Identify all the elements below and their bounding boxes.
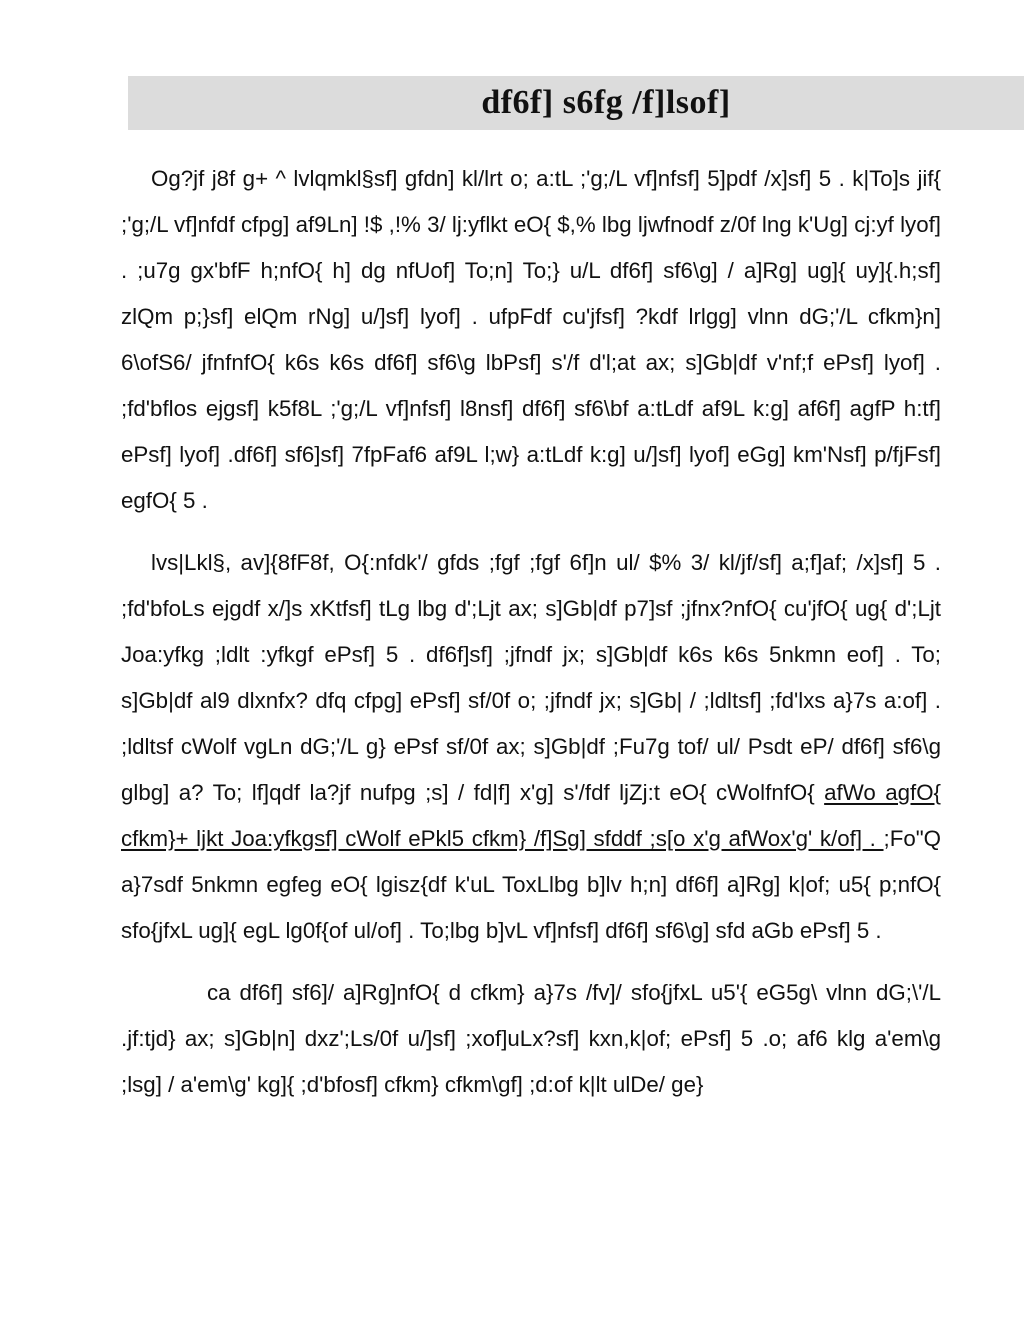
paragraph-2-continuation: ;Fo"Q a}7sdf 5nkmn egfeg eO{ lgisz{df k'uL ToxLlbg b]lv h;n] df6f] a]Rg] k|of; u5{ p;nfO{ sfo{jfxL ug]{ egL lg0f{of ul/of] . To;lbg b]vL vf]nfsf] df6f] sf6\g] sfd aGb ePsf] 5 . xyxy=(121,826,941,943)
underlined-passage: afWo agfO{ cfkm}+ ljkt Joa:yfkgsf] cWolf ePkl5 cfkm} /f]Sg] sfddf ;s[o x'g afWox'g' k/of] . xyxy=(121,780,941,851)
paragraph-1: Og?jf j8f g+ ^ lvlqmkl§sf] gfdn] kl/lrt o; a:tL ;'g;/L vf]nfsf] 5]pdf /x]sf] 5 . k|To]s jif{ ;'g;/L vf]nfdf cfpg] af9Ln] !$ ,!% 3/ lj:yflkt eO{ $,% lbg ljwfnodf z/0f lng k'Ug] cj:yf lyof] . ;u7g gx'bfF h;nfO{ h] dg nfUof] To;n] To;} u/L df6f] sf6\g] / a]Rg] ug]{ uy]{.h;sf] zlQm p;}sf] elQm rNg] u/]sf] lyof] . ufpFdf cu'jfsf] ?kdf lrlgg] vlnn dG;'/L cfkm}n] 6\ofS6/ jfnfnfO{ k6s k6s df6f] sf6\g lbPsf] s'/f d'l;at ax; s]Gb|df v'nf;f ePsf] lyof] . ;fd'bflos ejgsf] k5f8L ;'g;/L vf]nfsf] l8nsf] df6f] sf6\bf a:tLdf af9L k:g] af6f] agfP h:tf] ePsf] lyof] .df6f] sf6]sf] 7fpFaf6 af9L l;w} a:tLdf k:g] u/]sf] lyof] eGg] km'Nsf] p/fjFsf] egfO{ 5 . xyxy=(121,166,941,513)
title-banner xyxy=(128,76,1024,130)
paragraph-2 xyxy=(121,540,941,954)
paragraph-3: ca df6f] sf6]/ a]Rg]nfO{ d cfkm} a}7s /fv]/ sfo{jfxL u5'{ eG5g\ vlnn dG;\'/L .jf:tjd} ax; s]Gb|n] dxz';Ls/0f u/]sf] ;xof]uLx?sf] kxn,k|of; ePsf] 5 .o; af6 klg a'em\g ;lsg] / a'em\g' kg]{ ;d'bfosf] cfkm} cfkm\gf] ;d:of k|lt ulDe/ ge} xyxy=(121,980,941,1097)
paragraph-2-text: lvs|Lkl§, av]{8fF8f, O{:nfdk'/ gfds ;fgf ;fgf 6f]n ul/ $% 3/ kl/jf/sf] a;f]af; /x]sf] 5 . ;fd'bfoLs ejgdf x/]s xKtfsf] tLg lbg d';Ljt ax; s]Gb|df p7]sf ;jfnx?nfO{ cu'jfO{ ug{ d';Ljt Joa:yfkg ;ldlt :yfkgf ePsf] 5 . df6f]sf] ;jfndf jx; s]Gb|df k6s k6s 5nkmn eof] . To; s]Gb|df al9 dlxnfx? dfq cfpg] ePsf] sf/0f o; ;jfndf jx; s]Gb| / ;ldltsf] ;fd'lxs a}7s a:of] . ;ldltsf cWolf vgLn dG;'/L g} ePsf sf/0f ax; s]Gb|df ;Fu7g tof/ ul/ Psdt eP/ df6f] sf6\g glbg] a? To; lf]qdf la?jf nufpg ;s] / fd|f] x'g] s'/fdf ljZj:t eO{ cWolfnfO{ xyxy=(121,550,941,805)
document-body xyxy=(121,156,941,1108)
page-title: df6f] s6fg /f]lsof] xyxy=(481,84,731,121)
